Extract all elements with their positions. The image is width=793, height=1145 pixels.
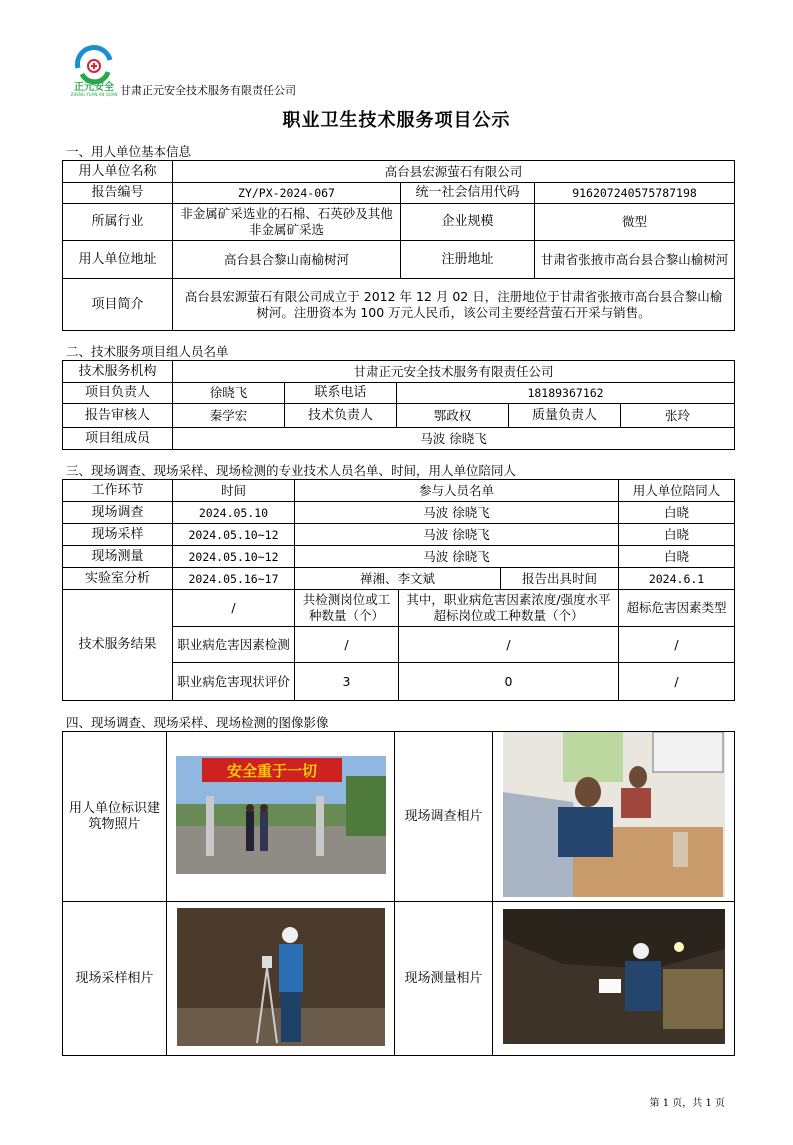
section4-heading: 四、现场调查、现场采样、现场检测的图像影像: [66, 715, 329, 730]
col-escort: 用人单位陪同人: [619, 480, 735, 502]
survey-photo: [503, 732, 725, 897]
tech-label: 技术负责人: [285, 404, 397, 428]
table-row: [63, 524, 735, 546]
tech: 鄂政权: [397, 404, 509, 428]
escort-cell: 白晓: [619, 502, 735, 524]
p3-label: 现场采样相片: [63, 902, 167, 1056]
credit-code: 91620724057578719​8: [535, 183, 735, 204]
lab-time: 2024.05.16~17: [173, 568, 295, 590]
company-name-header: 甘肃正元安全技术服务有限责任公司: [120, 84, 296, 97]
sampling-photo: [177, 908, 385, 1046]
col-people: 参与人员名单: [295, 480, 619, 502]
svg-text:安全重于一切: 安全重于一切: [226, 761, 317, 780]
people-cell: 马波 徐晓飞: [295, 502, 619, 524]
leader-label: 项目负责人: [63, 383, 173, 404]
photo-building-cell: [167, 732, 395, 902]
section1-heading: 一、用人单位基本信息: [66, 144, 192, 159]
members-label: 项目组成员: [63, 428, 173, 450]
escort-cell: 白晓: [619, 524, 735, 546]
intro-label: 项目简介: [63, 279, 173, 331]
r1-label: 职业病危害因素检测: [173, 627, 295, 663]
stage-cell: 现场采样: [63, 524, 173, 546]
svg-text:正元安全: 正元安全: [74, 82, 114, 93]
people-cell: 马波 徐晓飞: [295, 546, 619, 568]
report-no-label: 报告编号: [63, 183, 173, 204]
result-slash: /: [173, 590, 295, 627]
reviewer-label: 报告审核人: [63, 404, 173, 428]
p1-label: 用人单位标识建筑物照片: [63, 732, 167, 902]
p2-label: 现场调查相片: [395, 732, 493, 902]
phone: 18189367162: [397, 383, 735, 404]
scale-label: 企业规模: [401, 204, 535, 241]
quality: 张玲: [621, 404, 735, 428]
unit-name-label: 用人单位名称: [63, 161, 173, 183]
page-title: 职业卫生技术服务项目公示: [282, 110, 511, 131]
r1-factor: /: [619, 627, 735, 663]
page-footer: 第 1 页，共 1 页: [649, 1098, 725, 1109]
building-photo: [176, 756, 386, 874]
org-label: 技术服务机构: [63, 361, 173, 383]
people-cell: 马波 徐晓飞: [295, 524, 619, 546]
col-stage: 工作环节: [63, 480, 173, 502]
time-cell: 2024.05.10: [173, 502, 295, 524]
r1-exceed: /: [399, 627, 619, 663]
time-cell: 2024.05.10~12: [173, 546, 295, 568]
r2-factor: /: [619, 663, 735, 701]
col-time: 时间: [173, 480, 295, 502]
photo-table: [62, 731, 735, 1056]
report-date: 2024.6.1: [619, 568, 735, 590]
svg-text:ZHENG YUAN AN QUAN: ZHENG YUAN AN QUAN: [70, 92, 118, 97]
section3-heading: 三、现场调查、现场采样、现场检测的专业技术人员名单、时间，用人单位陪同人: [66, 463, 517, 478]
members: 马波 徐晓飞: [173, 428, 735, 450]
reg-address-label: 注册地址: [401, 241, 535, 279]
reviewer: 秦学宏: [173, 404, 285, 428]
r1-total: /: [295, 627, 399, 663]
company-logo: [70, 38, 118, 98]
unit-name: 高台县宏源萤石有限公司: [173, 161, 735, 183]
section2-heading: 二、技术服务项目组人员名单: [66, 344, 229, 359]
credit-code-label: 统一社会信用代码: [401, 183, 535, 204]
reg-address: 甘肃省张掖市高台县合黎山榆树河: [535, 241, 735, 279]
r2-label: 职业病危害现状评价: [173, 663, 295, 701]
lab-people: 禅湘、李文斌: [295, 568, 501, 590]
r2-exceed: 0: [399, 663, 619, 701]
photo-measure-cell: [493, 902, 735, 1056]
photo-survey-cell: [493, 732, 735, 902]
report-date-label: 报告出具时间: [501, 568, 619, 590]
table-row: [63, 546, 735, 568]
phone-label: 联系电话: [285, 383, 397, 404]
address-label: 用人单位地址: [63, 241, 173, 279]
quality-label: 质量负责人: [509, 404, 621, 428]
intro: 高台县宏源萤石有限公司成立于 2012 年 12 月 02 日，注册地位于甘肃省张掖市高台县合黎山榆树河。注册资本为 100 万元人民币，该公司主要经营萤石开采与销售。: [173, 279, 735, 331]
table-row: [63, 502, 735, 524]
report-no: ZY/PX-2024-067: [173, 183, 401, 204]
leader: 徐晓飞: [173, 383, 285, 404]
photo-sampling-cell: [167, 902, 395, 1056]
stage-cell: 现场调查: [63, 502, 173, 524]
time-cell: 2024.05.10~12: [173, 524, 295, 546]
measure-photo: [503, 909, 725, 1044]
industry: 非金属矿采选业的石棉、石英砂及其他非金属矿采选: [173, 204, 401, 241]
escort-cell: 白晓: [619, 546, 735, 568]
team-table: [62, 360, 735, 450]
header-factor: 超标危害因素类型: [619, 590, 735, 627]
stage-cell: 现场测量: [63, 546, 173, 568]
fieldwork-table: [62, 479, 735, 701]
header-exceed: 其中，职业病危害因素浓度/强度水平超标岗位或工种数量（个）: [399, 590, 619, 627]
header-total: 共检测岗位或工种数量（个）: [295, 590, 399, 627]
unit-info-table: [62, 160, 735, 331]
lab-stage: 实验室分析: [63, 568, 173, 590]
result-label: 技术服务结果: [63, 590, 173, 701]
org: 甘肃正元安全技术服务有限责任公司: [173, 361, 735, 383]
address: 高台县合黎山南榆树河: [173, 241, 401, 279]
scale: 微型: [535, 204, 735, 241]
r2-total: 3: [295, 663, 399, 701]
p4-label: 现场测量相片: [395, 902, 493, 1056]
industry-label: 所属行业: [63, 204, 173, 241]
